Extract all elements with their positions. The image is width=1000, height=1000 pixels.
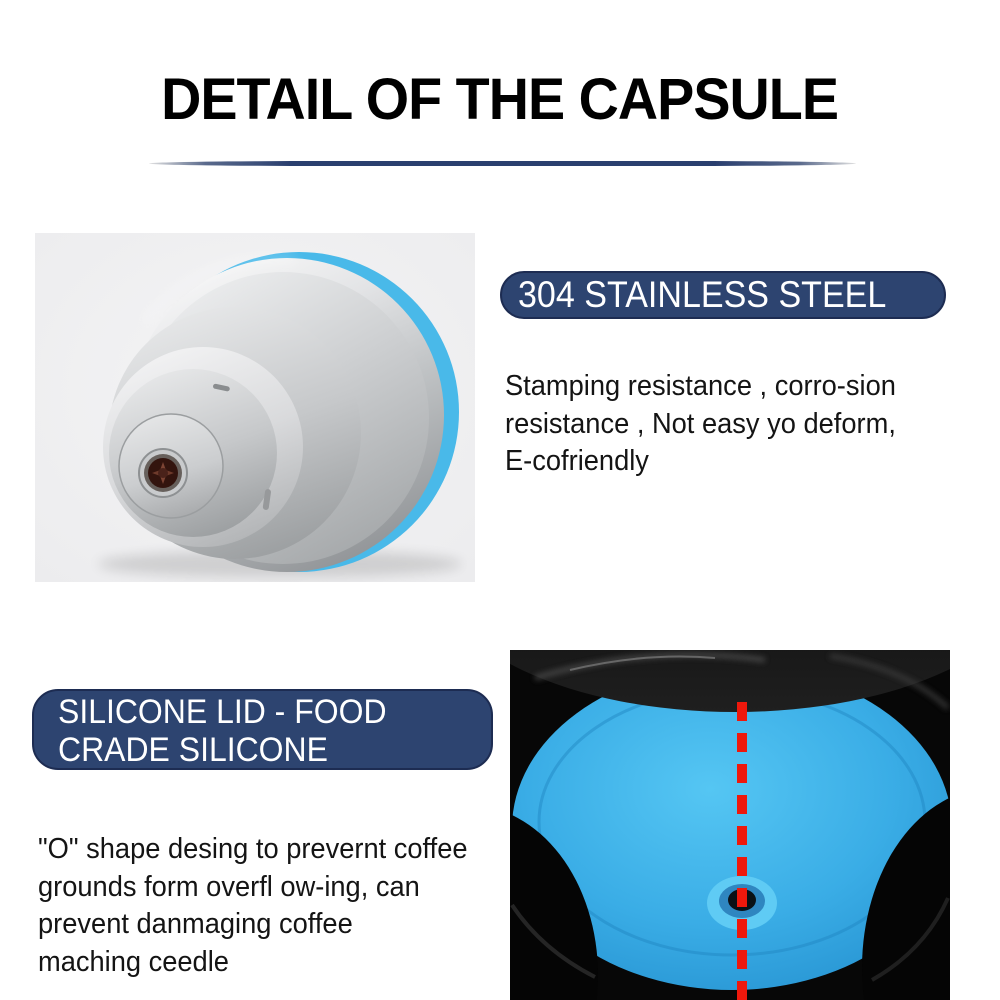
lid-photo-graphic bbox=[510, 650, 950, 1000]
steel-badge-label: 304 STAINLESS STEEL bbox=[518, 274, 887, 315]
steel-badge bbox=[500, 271, 946, 319]
steel-description-line: Stamping resistance , corro-sion bbox=[505, 370, 896, 402]
silicone-description-line: "O" shape desing to prevernt coffee bbox=[38, 833, 468, 865]
steel-description bbox=[505, 368, 896, 481]
page-title-text: DETAIL OF THE CAPSULE bbox=[161, 67, 839, 132]
capsule-photo-graphic bbox=[35, 233, 475, 582]
silicone-description-line: maching ceedle bbox=[38, 945, 229, 978]
silicone-description-line: grounds form overfl ow-ing, can bbox=[38, 870, 420, 903]
silicone-badge bbox=[32, 689, 493, 770]
silicone-description-line: prevent danmaging coffee bbox=[38, 908, 353, 940]
title-underline bbox=[149, 161, 856, 166]
steel-description-line: E-cofriendly bbox=[505, 445, 649, 477]
silicone-description bbox=[38, 831, 468, 981]
lid-photo bbox=[510, 650, 950, 1000]
silicone-badge-line: CRADE SILICONE bbox=[58, 731, 328, 769]
capsule-photo bbox=[35, 233, 475, 582]
silicone-badge-line: SILICONE LID - FOOD bbox=[58, 693, 387, 731]
steel-description-line: resistance , Not easy yo deform, bbox=[505, 407, 896, 440]
page-title bbox=[0, 66, 1000, 133]
